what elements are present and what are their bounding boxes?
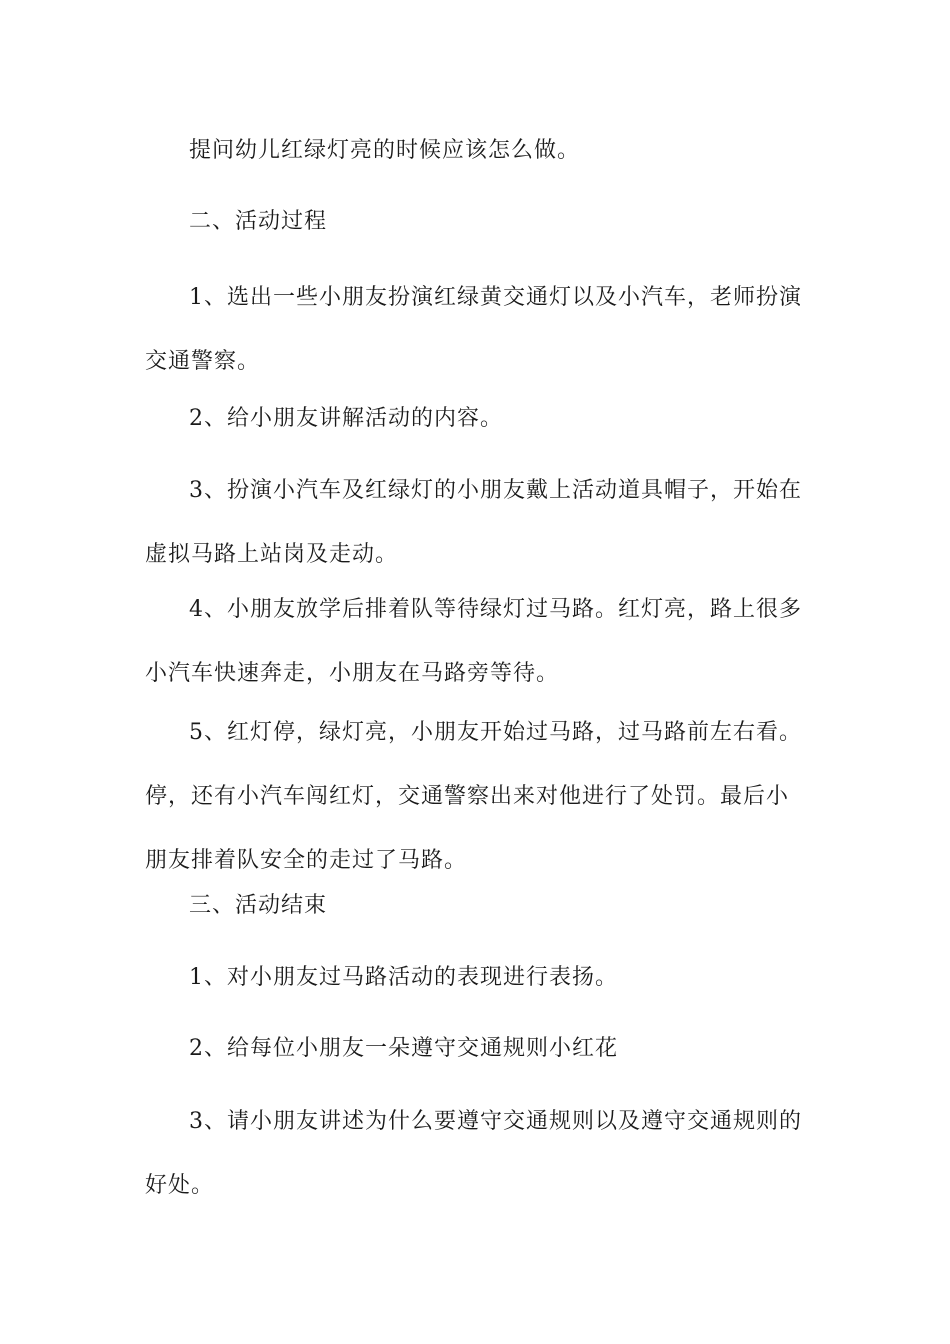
paragraph-step-4: 4、小朋友放学后排着队等待绿灯过马路。红灯亮，路上很多小汽车快速奔走，小朋友在马路旁等待。 [145, 597, 802, 686]
paragraph-step-2: 2、给小朋友讲解活动的内容。 [189, 406, 503, 431]
section-heading-end: 三、活动结束 [189, 893, 328, 918]
paragraph-step-3: 3、扮演小汽车及红绿灯的小朋友戴上活动道具帽子，开始在虚拟马路上站岗及走动。 [145, 478, 802, 567]
paragraph-end-3: 3、请小朋友讲述为什么要遵守交通规则以及遵守交通规则的好处。 [145, 1109, 802, 1198]
paragraph-step-5: 5、红灯停，绿灯亮，小朋友开始过马路，过马路前左右看。停，还有小汽车闯红灯，交通警察出来对他进行了处罚。最后小朋友排着队安全的走过了马路。 [145, 720, 802, 873]
paragraph-end-2: 2、给每位小朋友一朵遵守交通规则小红花 [189, 1036, 618, 1061]
paragraph-end-1: 1、对小朋友过马路活动的表现进行表扬。 [189, 965, 618, 990]
paragraph-question: 提问幼儿红绿灯亮的时候应该怎么做。 [189, 138, 581, 163]
section-heading-process: 二、活动过程 [189, 209, 328, 234]
paragraph-step-1: 1、选出一些小朋友扮演红绿黄交通灯以及小汽车，老师扮演交通警察。 [145, 285, 802, 374]
